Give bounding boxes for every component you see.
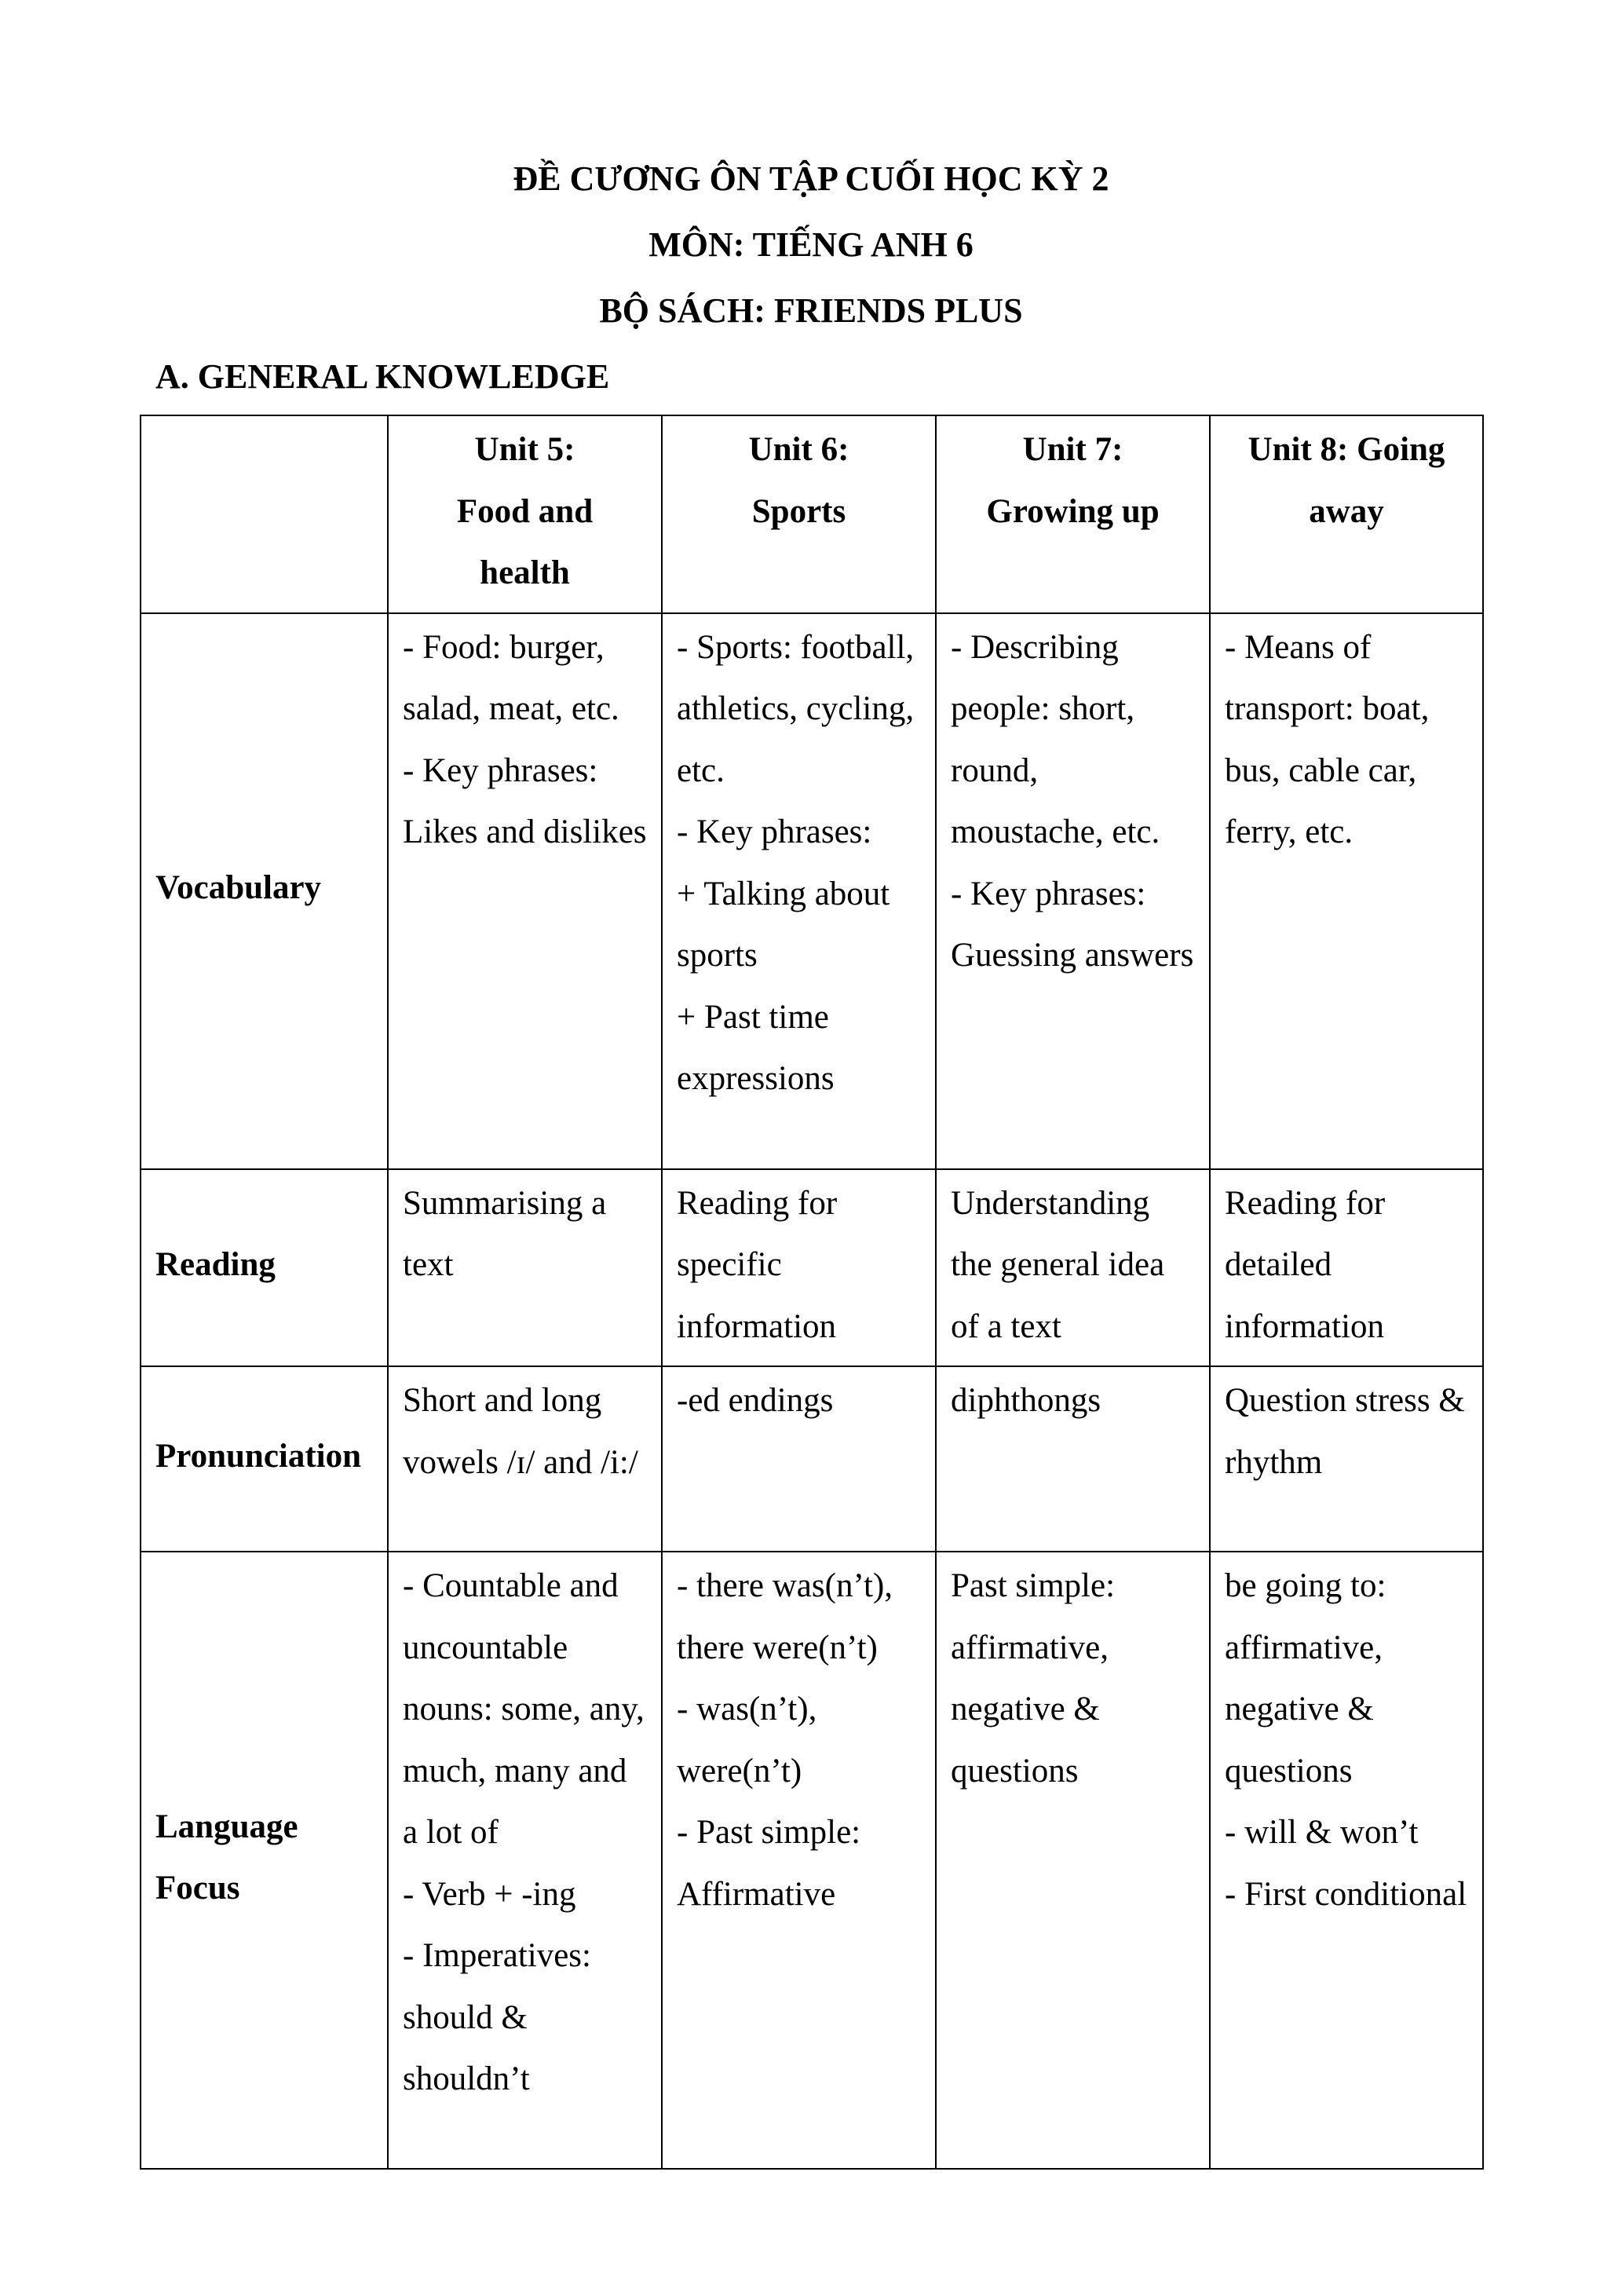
- cell-reading-unit-8: [1210, 1169, 1483, 1367]
- cell-text: + Talking about sports: [677, 875, 890, 974]
- table-row-reading: [141, 1169, 1483, 1367]
- header-unit-6-topic: Sports: [751, 492, 846, 530]
- row-label-vocabulary: Vocabulary: [141, 613, 388, 1169]
- row-label-reading: Reading: [141, 1169, 388, 1367]
- cell-language-focus-unit-8: [1210, 1552, 1483, 2169]
- cell-text: Short and long vowels /ɪ/ and /i:/: [403, 1382, 638, 1481]
- cell-text: Reading for specific information: [677, 1184, 838, 1345]
- cell-text: - Means of transport: boat, bus, cable car, ferry, etc.: [1225, 628, 1430, 850]
- header-unit-6: [662, 415, 936, 613]
- cell-vocabulary-unit-7: [936, 613, 1210, 1169]
- cell-language-focus-unit-5: [388, 1552, 662, 2169]
- cell-text: - there was(n’t), there were(n’t): [677, 1567, 893, 1666]
- table-row-pronunciation: [141, 1366, 1483, 1552]
- cell-text: be going to: affirmative, negative & questions: [1225, 1567, 1386, 1790]
- cell-pronunciation-unit-5: [388, 1366, 662, 1552]
- row-label-language-focus: Language Focus: [141, 1552, 388, 2169]
- cell-text: - was(n’t), were(n’t): [677, 1691, 817, 1790]
- cell-text: - Food: burger, salad, meat, etc.: [403, 628, 619, 727]
- cell-text: - First conditional: [1225, 1875, 1467, 1913]
- cell-text: - Key phrases: Likes and dislikes: [403, 751, 647, 850]
- header-unit-8: [1210, 415, 1483, 613]
- cell-text: - Key phrases: Guessing answers: [951, 875, 1194, 974]
- cell-vocabulary-unit-8: [1210, 613, 1483, 1169]
- section-heading: A. GENERAL KNOWLEDGE: [155, 357, 610, 396]
- header-unit-5-number: Unit 5:: [474, 431, 575, 468]
- cell-vocabulary-unit-6: [662, 613, 936, 1169]
- knowledge-table: [140, 415, 1484, 2170]
- cell-language-focus-unit-6: [662, 1552, 936, 2169]
- header-unit-6-number: Unit 6:: [748, 431, 849, 468]
- cell-reading-unit-6: [662, 1169, 936, 1367]
- cell-language-focus-unit-7: [936, 1552, 1210, 2169]
- cell-text: -ed endings: [677, 1382, 834, 1419]
- cell-text: - Countable and uncountable nouns: some, any, much, many and a lot of: [403, 1567, 645, 1851]
- header-unit-7: [936, 415, 1210, 613]
- textbook-line: BỘ SÁCH: FRIENDS PLUS: [599, 291, 1023, 330]
- table-corner-cell: [141, 415, 388, 613]
- cell-reading-unit-7: [936, 1169, 1210, 1367]
- header-unit-5-topic: Food and health: [456, 492, 594, 591]
- row-label-pronunciation: Pronunciation: [141, 1366, 388, 1552]
- table-row-vocabulary: [141, 613, 1483, 1169]
- header-unit-8-title: Unit 8: Going away: [1248, 431, 1445, 530]
- table-row-language-focus: [141, 1552, 1483, 2169]
- header-unit-7-number: Unit 7:: [1022, 431, 1123, 468]
- cell-text: - Key phrases:: [677, 813, 872, 850]
- cell-text: - Past simple: Affirmative: [677, 1814, 861, 1913]
- header-unit-7-topic: Growing up: [986, 492, 1160, 530]
- cell-pronunciation-unit-6: [662, 1366, 936, 1552]
- subject-line: MÔN: TIẾNG ANH 6: [648, 225, 974, 264]
- cell-text: - Describing people: short, round, moustache, etc.: [951, 628, 1160, 850]
- cell-text: - Imperatives: should & shouldn’t: [403, 1937, 591, 2097]
- cell-reading-unit-5: [388, 1169, 662, 1367]
- cell-text: Past simple: affirmative, negative & questions: [951, 1567, 1116, 1790]
- cell-text: Question stress & rhythm: [1225, 1382, 1465, 1481]
- cell-text: - Sports: football, athletics, cycling, etc.: [677, 628, 915, 789]
- document-title: ĐỀ CƯƠNG ÔN TẬP CUỐI HỌC KỲ 2: [513, 159, 1109, 198]
- cell-text: - will & won’t: [1225, 1814, 1419, 1851]
- cell-text: Summarising a text: [403, 1184, 607, 1283]
- cell-text: Understanding the general idea of a text: [951, 1184, 1165, 1345]
- header-unit-5: [388, 415, 662, 613]
- cell-text: diphthongs: [951, 1382, 1101, 1419]
- cell-text: - Verb + -ing: [403, 1875, 576, 1913]
- cell-text: + Past time expressions: [677, 998, 835, 1097]
- cell-pronunciation-unit-8: [1210, 1366, 1483, 1552]
- cell-vocabulary-unit-5: [388, 613, 662, 1169]
- cell-text: Reading for detailed information: [1225, 1184, 1386, 1345]
- cell-pronunciation-unit-7: [936, 1366, 1210, 1552]
- table-header-row: [141, 415, 1483, 613]
